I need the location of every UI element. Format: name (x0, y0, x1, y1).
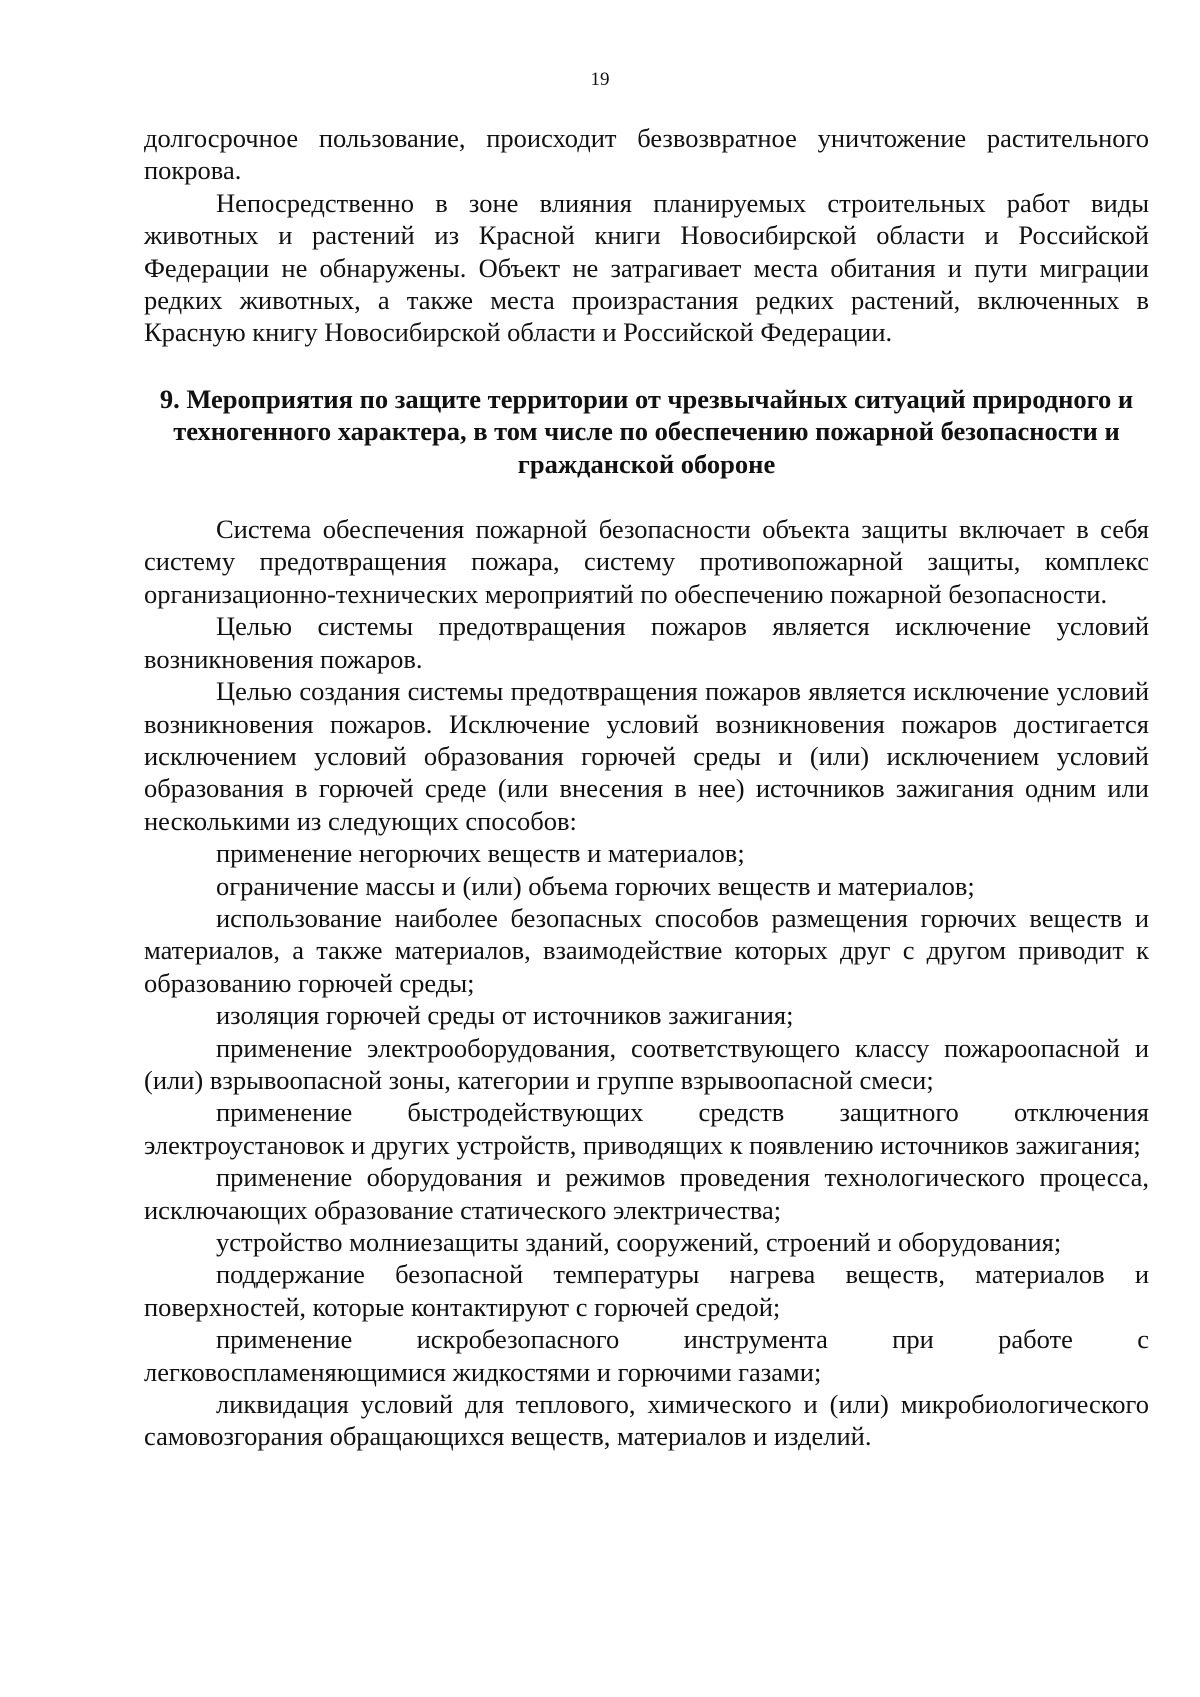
list-item: применение оборудования и режимов проведения технологического процесса, исключающих образование статического электричества; (144, 1162, 1149, 1225)
list-item: изоляция горючей среды от источников зажигания; (216, 1000, 794, 1031)
list-item: применение быстродействующих средств защитного отключения электроустановок и других устройств, приводящих к появлению источников зажигания; (144, 1097, 1149, 1160)
list-item: поддержание безопасной температуры нагрева веществ, материалов и поверхностей, которые контактируют с горючей средой; (144, 1259, 1149, 1322)
list-item: ограничение массы и (или) объема горючих веществ и материалов; (216, 870, 975, 901)
list-item: ликвидация условий для теплового, химического и (или) микробиологического самовозгорания обращающихся веществ, материалов и изделий. (144, 1389, 1149, 1452)
paragraph: Целью создания системы предотвращения пожаров является исключение условий возникновения пожаров. Исключение условий возникновения пожаров достигается исключением условий образования горючей среды и (или) исключением условий образования в горючей среде (или внесения в нее) источников зажигания одним или несколькими из следующих способов: (144, 676, 1149, 836)
paragraph: Целью системы предотвращения пожаров является исключение условий возникновения пожаров. (144, 611, 1149, 674)
paragraph: Непосредственно в зоне влияния планируемых строительных работ виды животных и растений из Красной книги Новосибирской области и Российской Федерации не обнаружены. Объект не затрагивает места обитания и пути миграции редких животных, а также места произрастания редких растений, включенных в Красную книгу Новосибирской области и Российской Федерации. (144, 187, 1149, 348)
list-item: устройство молниезащиты зданий, сооружений, строений и оборудования; (216, 1227, 1062, 1257)
paragraph: долгосрочное пользование, происходит безвозвратное уничтожение растительного покрова. (144, 123, 1149, 186)
document-body (144, 122, 1149, 1453)
list-item: использование наиболее безопасных способов размещения горючих веществ и материалов, а также материалов, взаимодействие которых друг с другом приводит к образованию горючей среды; (144, 902, 1149, 998)
paragraph: Система обеспечения пожарной безопасности объекта защиты включает в себя систему предотвращения пожара, систему противопожарной защиты, комплекс организационно-технических мероприятий по обеспечению пожарной безопасности. (144, 514, 1149, 609)
list-item: применение искробезопасного инструмента при работе с легковоспламеняющимися жидкостями и горючими газами; (144, 1324, 1149, 1387)
list-item: применение негорючих веществ и материалов; (216, 838, 745, 869)
section-heading: 9. Мероприятия по защите территории от чрезвычайных ситуаций природного и техногенного характера, в том числе по обеспечению пожарной безопасности и гражданской обороне (159, 383, 1134, 479)
page-number: 19 (590, 69, 610, 90)
list-item: применение электрооборудования, соответствующего классу пожароопасной и (или) взрывоопасной зоны, категории и группе взрывоопасной смеси; (144, 1032, 1149, 1095)
